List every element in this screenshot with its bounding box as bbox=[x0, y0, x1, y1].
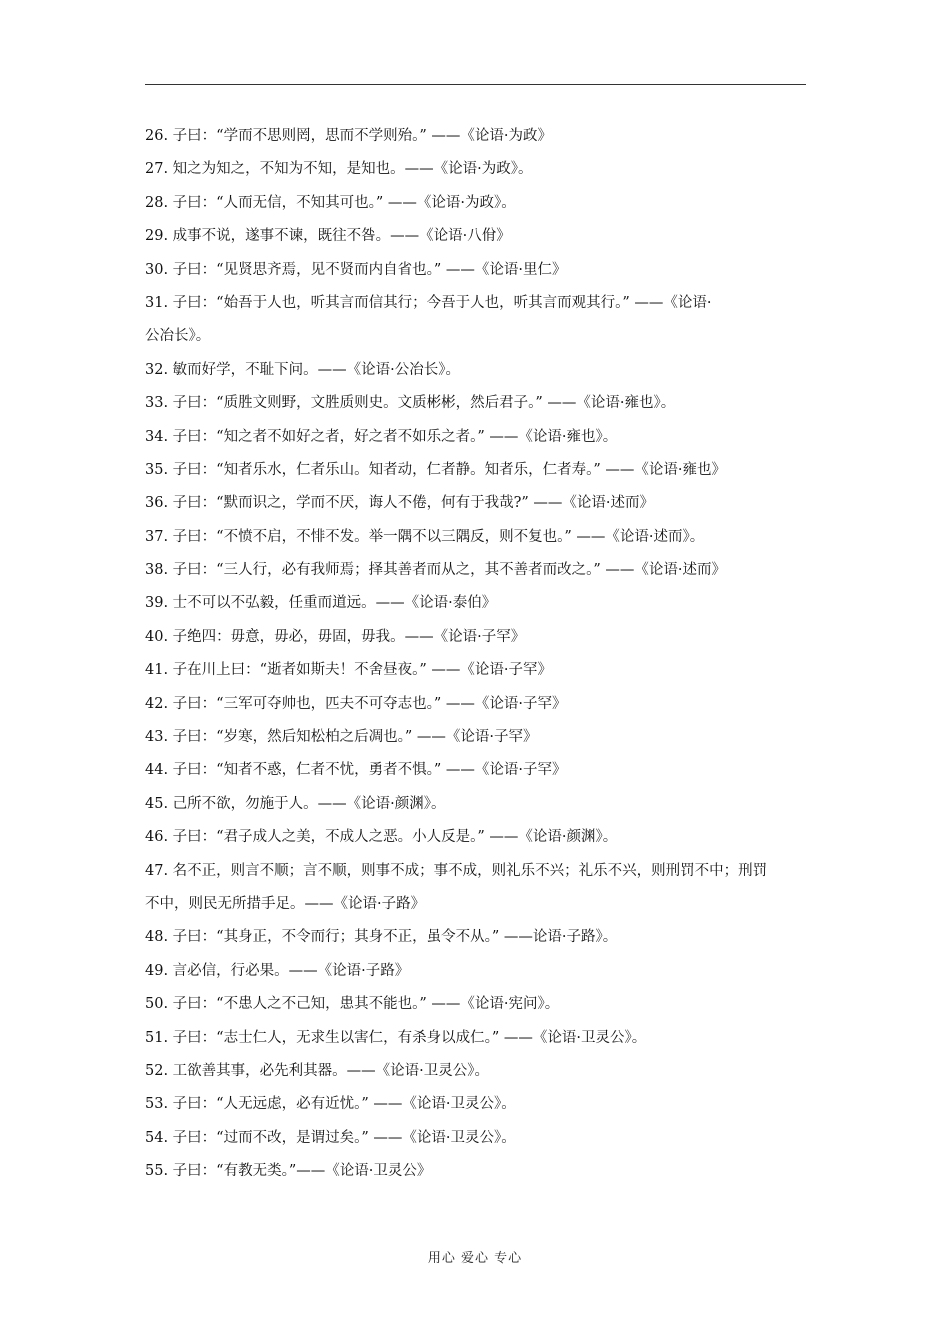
quote-line: 52. 工欲善其事，必先利其器。——《论语·卫灵公》。 bbox=[145, 1062, 490, 1079]
quote-line: 44. 子曰：“知者不惑，仁者不忧，勇者不惧。” ——《论语·子罕》 bbox=[145, 762, 567, 779]
quote-line: 42. 子曰：“三军可夺帅也，匹夫不可夺志也。” ——《论语·子罕》 bbox=[145, 695, 567, 712]
quote-line: 35. 子曰：“知者乐水，仁者乐山。知者动，仁者静。知者乐，仁者寿。” ——《论语·雍也》 bbox=[145, 461, 726, 478]
quote-line: 32. 敏而好学，不耻下问。——《论语·公冶长》。 bbox=[145, 361, 461, 378]
quote-line: 40. 子绝四：毋意，毋必，毋固，毋我。——《论语·子罕》 bbox=[145, 628, 526, 645]
quote-line: 36. 子曰：“默而识之，学而不厌，诲人不倦，何有于我哉?” ——《论语·述而》 bbox=[145, 495, 654, 512]
quote-line: 53. 子曰：“人无远虑，必有近忧。” ——《论语·卫灵公》。 bbox=[145, 1096, 516, 1113]
quote-line: 39. 士不可以不弘毅，任重而道远。——《论语·泰伯》 bbox=[145, 595, 497, 612]
quote-line: 28. 子曰：“人而无信，不知其可也。” ——《论语·为政》。 bbox=[145, 194, 516, 211]
quote-list bbox=[145, 120, 807, 1189]
quote-line: 41. 子在川上曰：“逝者如斯夫！不舍昼夜。” ——《论语·子罕》 bbox=[145, 662, 552, 679]
quote-line: 公冶长》。 bbox=[145, 328, 211, 345]
quote-line: 29. 成事不说，遂事不谏，既往不咎。——《论语·八佾》 bbox=[145, 228, 511, 245]
quote-line: 37. 子曰：“不愤不启，不悱不发。举一隅不以三隅反，则不复也。” ——《论语·述而》。 bbox=[145, 528, 705, 545]
header-rule bbox=[145, 84, 806, 85]
quote-line: 30. 子曰：“见贤思齐焉，见不贤而内自省也。” ——《论语·里仁》 bbox=[145, 261, 567, 278]
quote-line: 34. 子曰：“知之者不如好之者，好之者不如乐之者。” ——《论语·雍也》。 bbox=[145, 428, 618, 445]
quote-line: 45. 己所不欲，勿施于人。——《论语·颜渊》。 bbox=[145, 795, 446, 812]
quote-line: 31. 子曰：“始吾于人也，听其言而信其行；今吾于人也，听其言而观其行。” ——《论语· bbox=[145, 294, 712, 311]
quote-line: 26. 子曰：“学而不思则罔，思而不学则殆。” ——《论语·为政》 bbox=[145, 128, 552, 144]
quote-line: 不中，则民无所措手足。——《论语·子路》 bbox=[145, 895, 426, 912]
quote-line: 51. 子曰：“志士仁人，无求生以害仁，有杀身以成仁。” ——《论语·卫灵公》。 bbox=[145, 1029, 647, 1046]
page-footer: 用心 爱心 专心 bbox=[427, 1251, 523, 1266]
quote-line: 50. 子曰：“不患人之不己知，患其不能也。” ——《论语·宪问》。 bbox=[145, 996, 560, 1013]
quote-line: 33. 子曰：“质胜文则野，文胜质则史。文质彬彬，然后君子。” ——《论语·雍也》。 bbox=[145, 395, 676, 412]
quote-line: 46. 子曰：“君子成人之美，不成人之恶。小人反是。” ——《论语·颜渊》。 bbox=[145, 829, 618, 846]
quote-line: 55. 子曰：“有教无类。”——《论语·卫灵公》 bbox=[145, 1163, 432, 1180]
quote-line: 47. 名不正，则言不顺；言不顺，则事不成；事不成，则礼乐不兴；礼乐不兴，则刑罚不中；刑罚 bbox=[145, 862, 768, 879]
quote-line: 49. 言必信，行必果。——《论语·子路》 bbox=[145, 962, 410, 979]
quote-line: 27. 知之为知之，不知为不知，是知也。——《论语·为政》。 bbox=[145, 161, 533, 178]
quote-line: 48. 子曰：“其身正，不令而行；其身不正，虽令不从。” ——论语·子路》。 bbox=[145, 929, 618, 946]
quote-line: 38. 子曰：“三人行，必有我师焉；择其善者而从之，其不善者而改之。” ——《论语·述而》 bbox=[145, 562, 726, 579]
quote-line: 54. 子曰：“过而不改，是谓过矣。” ——《论语·卫灵公》。 bbox=[145, 1129, 516, 1146]
quote-line: 43. 子曰：“岁寒，然后知松柏之后凋也。” ——《论语·子罕》 bbox=[145, 729, 538, 746]
